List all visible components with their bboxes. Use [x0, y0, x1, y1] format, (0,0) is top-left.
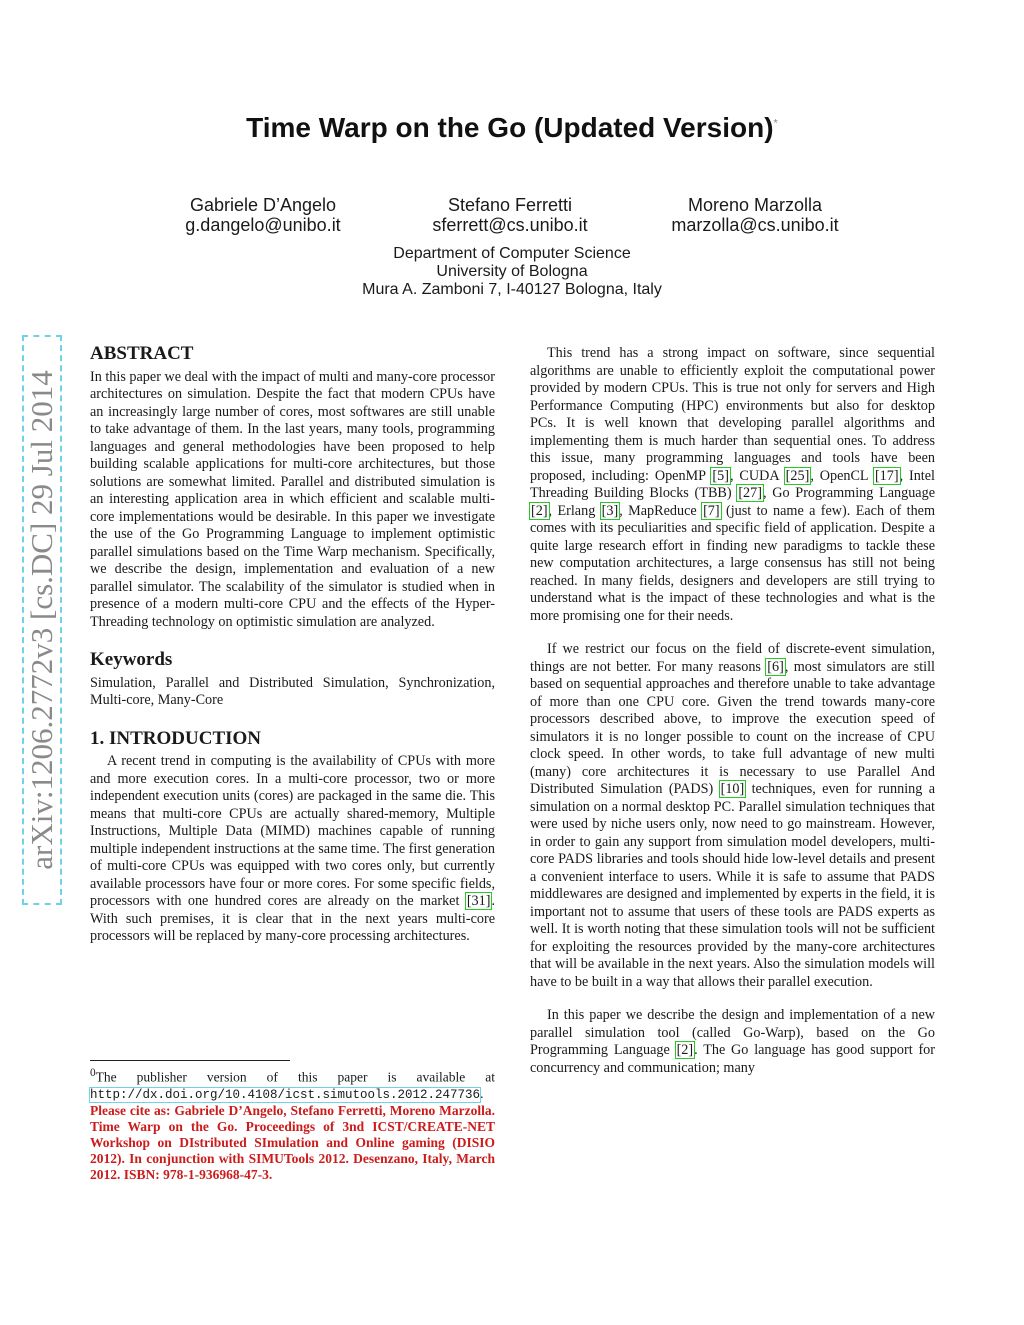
author-name: Stefano Ferretti	[447, 195, 573, 215]
citation-link[interactable]: [5]	[712, 467, 729, 484]
citation-link[interactable]: [27]	[738, 485, 762, 501]
author-1	[143, 195, 383, 235]
author-email: marzolla@cs.unibo.it	[671, 215, 839, 235]
right-paragraph-2: If we restrict our focus on the field of discrete-event simulation, things are not better. For many reasons [6], most simulators are still based on sequential approaches and therefore unable to take advantage of more than one CPU core. Given the trend towards many-core processors described above, to improve the execution speed of simulators it is no longer possible to count on the increase of CPU clock speed. In other words, to take full advantage of new multi (many) core architectures it is necessary to use Parallel And Distributed Simulation (PADS) [10] techniques, even for running a simulation on a normal desktop PC. Parallel simulation techniques that were used by niche users only, now need to go mainstream. However, in order to gain any support from simulation model developers, multi-core PADS libraries and tools should hide low-level details and present a convenient interface to users. While it is safe to assume that PADS middlewares are designed and implemented by experts in the field, it is important not to assume that users of these tools are PADS experts as well. It is worth noting that these simulation tools will not be sufficient for exploiting the resources provided by the many-core architectures that will be available in the next years. Also the simulation models will have to be built in a way that allows their parallel execution.	[530, 641, 935, 990]
citation-link[interactable]: [17]	[874, 467, 899, 484]
footnote	[90, 1060, 495, 1183]
paper-title: Time Warp on the Go (Updated Version)*	[246, 112, 778, 143]
left-column	[90, 345, 495, 946]
author-2	[390, 195, 630, 235]
affiliation-university: University of Bologna	[436, 263, 588, 280]
citation-link[interactable]: [2]	[676, 1042, 694, 1058]
affiliation-department: Department of Computer Science	[393, 245, 631, 262]
right-paragraph-1: This trend has a strong impact on software, since sequential algorithms are unable to efficiently exploit the computational power provided by modern CPUs. This is true not only for servers and High Performance Computing (HPC) environments but also for desktop PCs. It is well known that developing parallel algorithms and implementing them is much harder than sequential ones. To address this issue, many programming languages and tools have been proposed, including: OpenMP [5], CUDA [25], OpenCL [17], Intel Threading Building Blocks (TBB) [27], Go Programming Language [2], Erlang [3], MapReduce [7] (just to name a few). Each of them comes with its peculiarities and specific field of application. Despite a quite large research effort in finding new paradigms to tackle these new computation architectures, a large consensus has still not being reached. In many fields, designers and developers are still trying to understand what is the impact of these technologies and what is the more promising one for their needs.	[530, 345, 935, 624]
keywords-text: Simulation, Parallel and Distributed Simulation, Synchronization, Multi-core, Many-Core	[90, 674, 495, 708]
author-email: g.dangelo@unibo.it	[185, 215, 341, 235]
affiliation	[0, 245, 1024, 299]
citation-link[interactable]: [3]	[601, 502, 619, 519]
citation-link[interactable]: [6]	[767, 658, 784, 675]
footnote-rule	[90, 1060, 290, 1061]
arxiv-id-text: arXiv:1206.2772v3 [cs.DC] 29 Jul 2014	[24, 370, 59, 870]
intro-paragraph-1: A recent trend in computing is the availability of CPUs with more and more execution cores. In a multi-core processor, two or more independent execution units (cores) are packaged in the same die. This means that multi-core CPUs are actually shared-memory, Multiple Instructions, Multiple Data (MIMD) machines capable of running multiple independent instructions at the same time. The first generation of multi-core CPUs was equipped with two cores only, but currently available processors have four or more cores. For some specific fields, processors with one hundred cores are already on the market [31]. With such premises, it is clear that in the next years multi-core processors will be replaced by many-core processing architectures.	[90, 753, 495, 944]
author-name: Gabriele D’Angelo	[189, 195, 337, 215]
introduction-heading: 1. INTRODUCTION	[90, 727, 262, 749]
citation-link[interactable]: [2]	[531, 502, 548, 519]
author-email: sferrett@cs.unibo.it	[432, 215, 588, 235]
author-name: Moreno Marzolla	[687, 195, 823, 215]
cite-as-notice: Please cite as: Gabriele D’Angelo, Stefano Ferretti, Moreno Marzolla. Time Warp on the Go. Proceedings of 3nd ICST/CREATE-NET Workshop on DIstributed SImulation and Online gaming (DISIO 2012). In conjunction with SIMUTools 2012. Desenzano, Italy, March 2012. ISBN: 978-1-936968-47-3.	[90, 1102, 495, 1182]
affiliation-address: Mura A. Zamboni 7, I-40127 Bologna, Italy	[362, 281, 662, 298]
citation-link[interactable]: [25]	[785, 467, 810, 484]
right-paragraph-3: In this paper we describe the design and implementation of a new parallel simulation tool (called Go-Warp), based on the Go Programming Language [2]. The Go language has good support for concurrency and communication; many	[530, 1007, 935, 1076]
footnote-text: $^0$The publisher version of this paper is available at http://dx.doi.org/10.4108/icst.simutools.2012.247736.	[90, 1067, 495, 1102]
citation-link[interactable]: [7]	[703, 502, 720, 519]
citation-link[interactable]: [10]	[720, 781, 745, 797]
title-footnote-mark: *	[773, 117, 778, 130]
doi-link[interactable]: http://dx.doi.org/10.4108/icst.simutools.2012.247736	[90, 1087, 481, 1102]
arxiv-identifier-stamp	[22, 335, 62, 905]
right-column	[530, 345, 935, 1077]
abstract-heading: ABSTRACT	[90, 343, 194, 364]
author-3	[635, 195, 875, 235]
citation-link[interactable]: [31]	[466, 893, 491, 909]
keywords-heading: Keywords	[90, 649, 173, 670]
abstract-text: In this paper we deal with the impact of multi and many-core processor architectures on simulation. Despite the fact that modern CPUs have an increasingly large number of cores, most softwares are still unable to take advantage of them. In the last years, many tools, programming languages and general methodologies have been proposed to help building scalable applications for multi-core architectures, but those solutions are somewhat limited. Parallel and distributed simulation is an interesting application area in which efficient and scalable multi-core implementations would be desirable. In this paper we investigate the use of the Go Programming Language to implement optimistic parallel simulations based on the Time Warp mechanism. Specifically, we describe the design, implementation and evaluation of a new parallel simulator. The scalability of the simulator is studied when in presence of a modern multi-core CPU and the effects of the Hyper-Threading technology on optimistic simulation are analyzed.	[90, 368, 496, 630]
